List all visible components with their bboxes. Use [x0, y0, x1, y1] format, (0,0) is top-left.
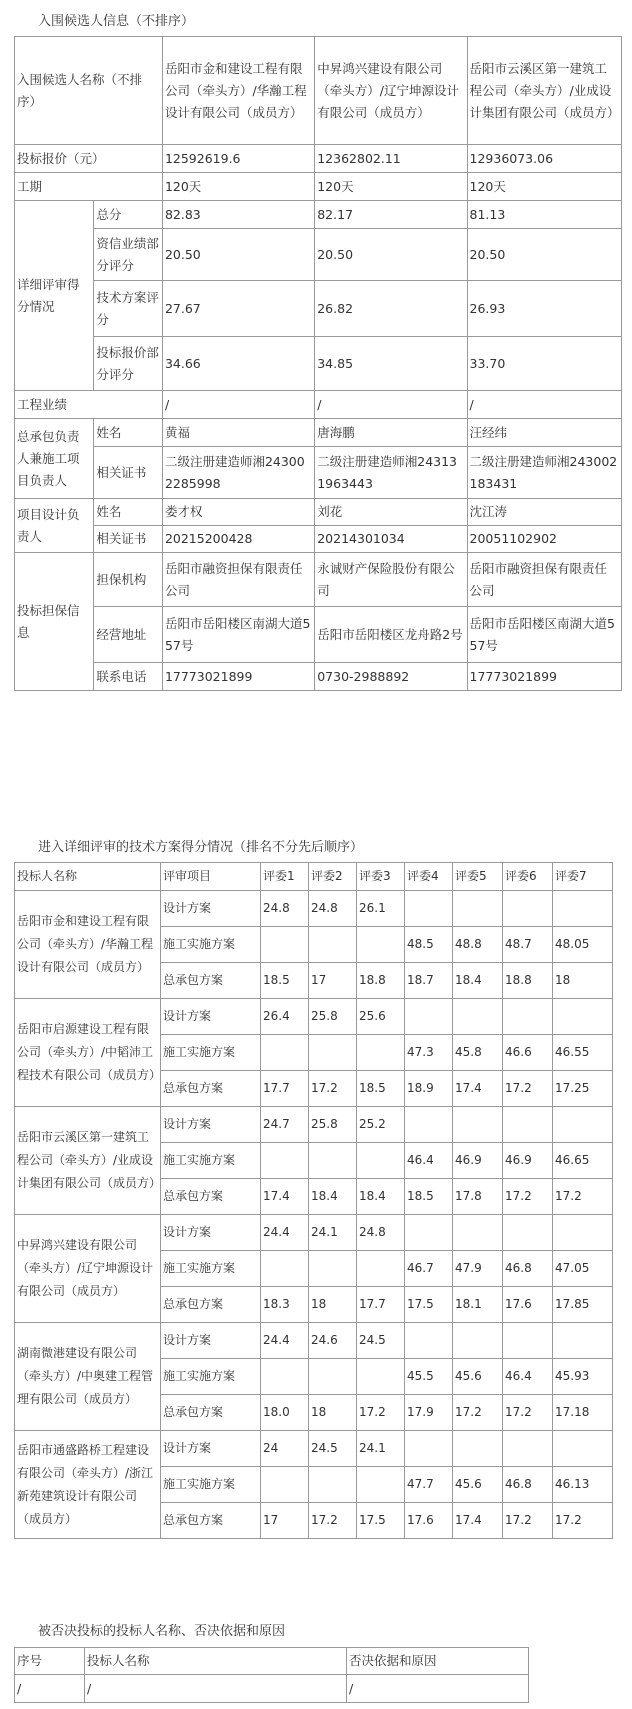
- cell: 17773021899: [467, 663, 621, 691]
- score-cell: 18: [309, 1287, 357, 1323]
- score-cell: [309, 1359, 357, 1395]
- review-item: 总承包方案: [161, 1179, 261, 1215]
- cell: 12592619.6: [162, 145, 314, 173]
- score-cell: 18.8: [503, 963, 553, 999]
- column-header: 否决依据和原因: [347, 1648, 529, 1675]
- table-row: [15, 1431, 613, 1467]
- column-header: 投标人名称: [15, 863, 161, 891]
- review-item: 总承包方案: [161, 1071, 261, 1107]
- score-cell: 24.8: [357, 1215, 405, 1251]
- bidder-name: 湖南微港建设有限公司（牵头方）/中奥建工程管理有限公司（成员方）: [15, 1323, 161, 1431]
- row-label: 总分: [94, 201, 163, 229]
- table-row: [15, 999, 613, 1035]
- score-cell: 45.6: [453, 1359, 503, 1395]
- score-cell: [309, 1467, 357, 1503]
- cell: 汪经纬: [467, 419, 621, 447]
- score-cell: [453, 1107, 503, 1143]
- row-label: 工程业绩: [15, 391, 163, 419]
- cell: 二级注册建造师湘243131963443: [315, 447, 467, 499]
- score-cell: 47.05: [553, 1251, 613, 1287]
- score-cell: [553, 1215, 613, 1251]
- score-cell: 17.5: [405, 1287, 453, 1323]
- review-item: 总承包方案: [161, 1287, 261, 1323]
- cell: /: [162, 391, 314, 419]
- table-row: [15, 499, 622, 526]
- cell: 12936073.06: [467, 145, 621, 173]
- table-row: [15, 391, 622, 419]
- cell: 12362802.11: [315, 145, 467, 173]
- score-cell: 48.8: [453, 927, 503, 963]
- section1-title: 入围候选人信息（不排序）: [38, 14, 195, 29]
- table-row: [15, 447, 622, 499]
- table-row: [15, 37, 622, 145]
- table-row: [15, 1323, 613, 1359]
- cell: /: [85, 1675, 347, 1703]
- row-label: 投标报价（元）: [15, 145, 163, 173]
- score-cell: 17.18: [553, 1395, 613, 1431]
- review-item: 施工实施方案: [161, 1467, 261, 1503]
- table-row: [15, 607, 622, 663]
- score-cell: 24.7: [261, 1107, 309, 1143]
- cell: 沈江涛: [467, 499, 621, 526]
- cell: 娄才权: [162, 499, 314, 526]
- score-cell: 18.4: [309, 1179, 357, 1215]
- review-item: 总承包方案: [161, 963, 261, 999]
- table-row: [15, 419, 622, 447]
- score-cell: 26.1: [357, 891, 405, 927]
- score-cell: 18.3: [261, 1287, 309, 1323]
- score-cell: 46.7: [405, 1251, 453, 1287]
- score-cell: [261, 1035, 309, 1071]
- score-cell: 24.6: [309, 1323, 357, 1359]
- score-cell: 18.5: [261, 963, 309, 999]
- score-cell: 25.6: [357, 999, 405, 1035]
- score-cell: [503, 1107, 553, 1143]
- table-row: [15, 229, 622, 281]
- score-cell: 17.2: [503, 1503, 553, 1539]
- row-label: 联系电话: [94, 663, 163, 691]
- cell: 0730-2988892: [315, 663, 467, 691]
- score-cell: 17.2: [553, 1179, 613, 1215]
- score-cell: [553, 1431, 613, 1467]
- review-item: 施工实施方案: [161, 1143, 261, 1179]
- table-row: [15, 337, 622, 391]
- table-row: [15, 891, 613, 927]
- review-item: 施工实施方案: [161, 927, 261, 963]
- score-cell: 18.0: [261, 1395, 309, 1431]
- cell: /: [347, 1675, 529, 1703]
- score-cell: 18: [553, 963, 613, 999]
- score-cell: [553, 1107, 613, 1143]
- score-cell: [503, 891, 553, 927]
- score-cell: 18.4: [357, 1179, 405, 1215]
- cell: /: [15, 1675, 85, 1703]
- header-label: 入围候选人名称（不排序）: [15, 37, 163, 145]
- score-cell: 48.7: [503, 927, 553, 963]
- score-cell: 46.55: [553, 1035, 613, 1071]
- score-cell: [261, 1143, 309, 1179]
- row-label: 投标报价部分评分: [94, 337, 163, 391]
- group-label: 投标担保信息: [15, 553, 94, 691]
- cell: 二级注册建造师湘243002183431: [467, 447, 621, 499]
- score-cell: 17.4: [261, 1179, 309, 1215]
- cell: 黄福: [162, 419, 314, 447]
- group-label: 项目设计负责人: [15, 499, 94, 553]
- column-header: 评委3: [357, 863, 405, 891]
- score-cell: [405, 1107, 453, 1143]
- cell: 26.82: [315, 281, 467, 337]
- column-header: 评审项目: [161, 863, 261, 891]
- score-cell: 18.5: [357, 1071, 405, 1107]
- score-cell: 45.93: [553, 1359, 613, 1395]
- score-cell: 17.6: [405, 1503, 453, 1539]
- score-cell: 24.1: [309, 1215, 357, 1251]
- score-cell: 46.9: [453, 1143, 503, 1179]
- score-cell: [309, 1143, 357, 1179]
- score-cell: [357, 1143, 405, 1179]
- review-item: 设计方案: [161, 1431, 261, 1467]
- score-cell: 24.5: [309, 1431, 357, 1467]
- table-row: [15, 145, 622, 173]
- cell: 岳阳市岳阳楼区南湖大道557号: [162, 607, 314, 663]
- candidate-info-table: [14, 36, 622, 691]
- column-header: 评委6: [503, 863, 553, 891]
- cell: 岳阳市融资担保有限责任公司: [467, 553, 621, 607]
- score-cell: 18.1: [453, 1287, 503, 1323]
- score-cell: 17.6: [503, 1287, 553, 1323]
- score-cell: [453, 999, 503, 1035]
- score-cell: 46.8: [503, 1251, 553, 1287]
- cell: 27.67: [162, 281, 314, 337]
- review-item: 施工实施方案: [161, 1251, 261, 1287]
- score-cell: 18.7: [405, 963, 453, 999]
- group-label: 详细评审得分情况: [15, 201, 94, 391]
- score-cell: 18: [309, 1395, 357, 1431]
- score-cell: 17: [261, 1503, 309, 1539]
- cell: /: [467, 391, 621, 419]
- score-cell: [357, 1467, 405, 1503]
- score-cell: [553, 999, 613, 1035]
- score-cell: 47.3: [405, 1035, 453, 1071]
- score-cell: [453, 1431, 503, 1467]
- tech-score-table: [14, 862, 613, 1539]
- score-cell: 17.9: [405, 1395, 453, 1431]
- score-cell: 18.5: [405, 1179, 453, 1215]
- score-cell: 18.9: [405, 1071, 453, 1107]
- cell: 120天: [162, 173, 314, 201]
- score-cell: [405, 891, 453, 927]
- section2-title: 进入详细评审的技术方案得分情况（排名不分先后顺序）: [38, 840, 364, 855]
- score-cell: 17.2: [503, 1071, 553, 1107]
- table-row: [15, 201, 622, 229]
- score-cell: [453, 891, 503, 927]
- table-row: [15, 1107, 613, 1143]
- score-cell: 25.2: [357, 1107, 405, 1143]
- score-cell: [309, 1251, 357, 1287]
- review-item: 设计方案: [161, 1107, 261, 1143]
- score-cell: 24: [261, 1431, 309, 1467]
- row-label: 姓名: [94, 499, 163, 526]
- review-item: 设计方案: [161, 999, 261, 1035]
- score-cell: [357, 927, 405, 963]
- review-item: 总承包方案: [161, 1395, 261, 1431]
- cell: 17773021899: [162, 663, 314, 691]
- cell: 20.50: [467, 229, 621, 281]
- score-cell: [309, 1035, 357, 1071]
- cell: 20214301034: [315, 526, 467, 553]
- score-cell: [503, 1431, 553, 1467]
- score-cell: [357, 1359, 405, 1395]
- score-cell: 48.05: [553, 927, 613, 963]
- score-cell: 25.8: [309, 1107, 357, 1143]
- row-label: 相关证书: [94, 447, 163, 499]
- score-cell: 17.7: [261, 1071, 309, 1107]
- score-cell: [553, 1323, 613, 1359]
- score-cell: 24.8: [309, 891, 357, 927]
- row-label: 相关证书: [94, 526, 163, 553]
- score-cell: [261, 1359, 309, 1395]
- bidder-name: 岳阳市金和建设工程有限公司（牵头方）/华瀚工程设计有限公司（成员方）: [15, 891, 161, 999]
- score-cell: 17.2: [503, 1179, 553, 1215]
- score-cell: 45.8: [453, 1035, 503, 1071]
- score-cell: [405, 1431, 453, 1467]
- score-cell: [261, 1467, 309, 1503]
- column-header: 评委4: [405, 863, 453, 891]
- score-cell: 45.6: [453, 1467, 503, 1503]
- table-row: [15, 526, 622, 553]
- score-cell: 46.6: [503, 1035, 553, 1071]
- cell: 20.50: [315, 229, 467, 281]
- score-cell: 47.9: [453, 1251, 503, 1287]
- column-header: 评委7: [553, 863, 613, 891]
- candidate-name: 中昇鸿兴建设有限公司（牵头方）/辽宁坤源设计有限公司（成员方）: [315, 37, 467, 145]
- cell: 33.70: [467, 337, 621, 391]
- cell: 岳阳市岳阳楼区龙舟路2号: [315, 607, 467, 663]
- score-cell: 46.65: [553, 1143, 613, 1179]
- cell: 82.83: [162, 201, 314, 229]
- score-cell: 24.5: [357, 1323, 405, 1359]
- score-cell: 24.4: [261, 1323, 309, 1359]
- cell: 20215200428: [162, 526, 314, 553]
- column-header: 评委1: [261, 863, 309, 891]
- score-cell: 17.2: [309, 1071, 357, 1107]
- review-item: 施工实施方案: [161, 1359, 261, 1395]
- score-cell: [453, 1215, 503, 1251]
- row-label: 经营地址: [94, 607, 163, 663]
- score-cell: 26.4: [261, 999, 309, 1035]
- score-cell: 17.7: [357, 1287, 405, 1323]
- score-cell: 25.8: [309, 999, 357, 1035]
- score-cell: 17.4: [453, 1503, 503, 1539]
- score-cell: [357, 1035, 405, 1071]
- score-cell: 17.2: [453, 1395, 503, 1431]
- review-item: 设计方案: [161, 891, 261, 927]
- row-label: 技术方案评分: [94, 281, 163, 337]
- cell: 82.17: [315, 201, 467, 229]
- score-cell: 46.4: [503, 1359, 553, 1395]
- cell: 120天: [315, 173, 467, 201]
- score-cell: 46.13: [553, 1467, 613, 1503]
- score-cell: [309, 927, 357, 963]
- cell: 81.13: [467, 201, 621, 229]
- group-label: 总承包负责人兼施工项目负责人: [15, 419, 94, 499]
- score-cell: 24.8: [261, 891, 309, 927]
- column-header: 投标人名称: [85, 1648, 347, 1675]
- review-item: 施工实施方案: [161, 1035, 261, 1071]
- score-cell: 17.85: [553, 1287, 613, 1323]
- score-cell: 17.8: [453, 1179, 503, 1215]
- score-cell: 46.9: [503, 1143, 553, 1179]
- bidder-name: 中昇鸿兴建设有限公司（牵头方）/辽宁坤源设计有限公司（成员方）: [15, 1215, 161, 1323]
- row-label: 资信业绩部分评分: [94, 229, 163, 281]
- score-cell: 18.4: [453, 963, 503, 999]
- cell: 20.50: [162, 229, 314, 281]
- score-cell: 17.5: [357, 1503, 405, 1539]
- table-header-row: [15, 863, 613, 891]
- score-cell: [553, 891, 613, 927]
- table-row: [15, 1215, 613, 1251]
- table-row: [15, 553, 622, 607]
- score-cell: [405, 1323, 453, 1359]
- score-cell: 17.2: [309, 1503, 357, 1539]
- score-cell: [503, 999, 553, 1035]
- cell: 二级注册建造师湘243002285998: [162, 447, 314, 499]
- score-cell: [405, 999, 453, 1035]
- row-label: 姓名: [94, 419, 163, 447]
- column-header: 评委2: [309, 863, 357, 891]
- candidate-name: 岳阳市云溪区第一建筑工程公司（牵头方）/业成设计集团有限公司（成员方）: [467, 37, 621, 145]
- score-cell: 17.25: [553, 1071, 613, 1107]
- score-cell: [503, 1215, 553, 1251]
- table-row: [15, 1675, 529, 1703]
- score-cell: 46.4: [405, 1143, 453, 1179]
- score-cell: 17.2: [503, 1395, 553, 1431]
- table-header-row: [15, 1648, 529, 1675]
- score-cell: 24.1: [357, 1431, 405, 1467]
- column-header: 序号: [15, 1648, 85, 1675]
- cell: 120天: [467, 173, 621, 201]
- review-item: 设计方案: [161, 1215, 261, 1251]
- score-cell: [261, 1251, 309, 1287]
- bidder-name: 岳阳市通盛路桥工程建设有限公司（牵头方）/浙江新苑建筑设计有限公司（成员方）: [15, 1431, 161, 1539]
- score-cell: [453, 1323, 503, 1359]
- table-row: [15, 663, 622, 691]
- score-cell: [405, 1215, 453, 1251]
- row-label: 工期: [15, 173, 163, 201]
- score-cell: [503, 1323, 553, 1359]
- table-row: [15, 281, 622, 337]
- cell: 34.66: [162, 337, 314, 391]
- score-cell: 46.8: [503, 1467, 553, 1503]
- cell: 20051102902: [467, 526, 621, 553]
- cell: 唐海鹏: [315, 419, 467, 447]
- score-cell: 48.5: [405, 927, 453, 963]
- score-cell: 17.2: [553, 1503, 613, 1539]
- cell: 岳阳市岳阳楼区南湖大道557号: [467, 607, 621, 663]
- bidder-name: 岳阳市启源建设工程有限公司（牵头方）/中韬沛工程技术有限公司（成员方）: [15, 999, 161, 1107]
- score-cell: [357, 1251, 405, 1287]
- score-cell: 47.7: [405, 1467, 453, 1503]
- score-cell: 17.2: [357, 1395, 405, 1431]
- rejected-bidders-table: [14, 1647, 529, 1703]
- score-cell: 24.4: [261, 1215, 309, 1251]
- cell: 26.93: [467, 281, 621, 337]
- cell: /: [315, 391, 467, 419]
- cell: 岳阳市融资担保有限责任公司: [162, 553, 314, 607]
- review-item: 设计方案: [161, 1323, 261, 1359]
- score-cell: [261, 927, 309, 963]
- cell: 34.85: [315, 337, 467, 391]
- score-cell: 17.4: [453, 1071, 503, 1107]
- column-header: 评委5: [453, 863, 503, 891]
- row-label: 担保机构: [94, 553, 163, 607]
- score-cell: 18.8: [357, 963, 405, 999]
- cell: 刘花: [315, 499, 467, 526]
- section3-title: 被否决投标的投标人名称、否决依据和原因: [38, 1624, 286, 1639]
- candidate-name: 岳阳市金和建设工程有限公司（牵头方）/华瀚工程设计有限公司（成员方）: [162, 37, 314, 145]
- table-row: [15, 173, 622, 201]
- score-cell: 45.5: [405, 1359, 453, 1395]
- cell: 永诚财产保险股份有限公司: [315, 553, 467, 607]
- review-item: 总承包方案: [161, 1503, 261, 1539]
- bidder-name: 岳阳市云溪区第一建筑工程公司（牵头方）/业成设计集团有限公司（成员方）: [15, 1107, 161, 1215]
- score-cell: 17: [309, 963, 357, 999]
